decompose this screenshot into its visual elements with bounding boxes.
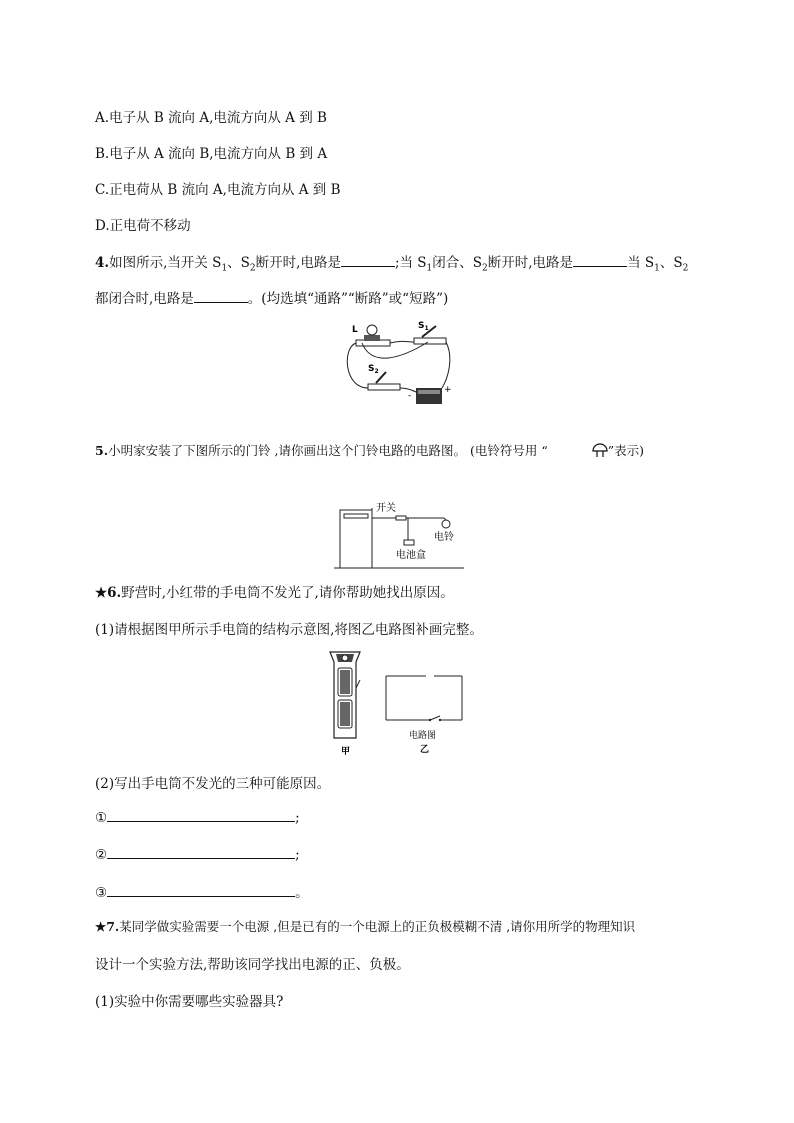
reason-2-blank[interactable] <box>107 845 295 859</box>
battery-minus: - <box>408 391 412 401</box>
question-number: 7. <box>106 919 120 934</box>
question-4-line2 <box>95 287 448 307</box>
switch-s1-label: $S_1$ <box>418 321 429 332</box>
question-6 <box>95 581 454 601</box>
question-number: 6. <box>107 585 122 601</box>
battery-box-label: 电池盒 <box>396 550 426 561</box>
reason-3-blank[interactable] <box>107 883 295 897</box>
flashlight-figure <box>326 650 470 758</box>
answer-blank-2[interactable] <box>573 253 627 267</box>
sub: 2 <box>482 263 488 274</box>
q6-text: 野营时,小红带的手电筒不发光了,请你帮助她找出原因。 <box>121 585 454 601</box>
question-7-part1: (1)实验中你需要哪些实验器具? <box>95 994 284 1010</box>
label-circuit-diagram: 电路图 <box>409 731 437 741</box>
option-a: A.电子从 B 流向 A,电流方向从 A 到 B <box>95 110 327 126</box>
sub: 1 <box>426 263 433 274</box>
question-4-line1 <box>95 251 688 274</box>
question-6-part1: (1)请根据图甲所示手电筒的结构示意图,将图乙电路图补画完整。 <box>95 622 483 638</box>
question-number: 5. <box>95 443 109 458</box>
bell-symbol-icon <box>592 443 608 457</box>
doorbell-figure <box>334 500 468 570</box>
q4-text: ;当 S <box>394 255 427 271</box>
option-d: D.正电荷不移动 <box>95 218 191 234</box>
question-number: 4. <box>95 255 110 271</box>
q5-text-end: ”表示) <box>607 443 645 458</box>
question-7 <box>95 917 635 935</box>
q4-text: 、S <box>659 255 683 271</box>
reason-1-blank[interactable] <box>107 808 295 822</box>
star-icon: ★ <box>95 585 108 601</box>
star-icon: ★ <box>95 919 107 934</box>
q4-text: 闭合、S <box>432 255 483 271</box>
label-yi: 乙 <box>420 745 430 755</box>
reason-end: ; <box>295 847 300 863</box>
option-c: C.正电荷从 B 流向 A,电流方向从 A 到 B <box>95 182 341 198</box>
q4-text: 断开时,电路是 <box>255 255 341 271</box>
sub: 1 <box>221 263 228 274</box>
reason-mark: ③ <box>95 885 108 901</box>
battery-plus: + <box>444 385 452 395</box>
reason-mark: ② <box>95 847 108 863</box>
answer-blank-3[interactable] <box>194 289 248 303</box>
question-6-part2: (2)写出手电筒不发光的三种可能原因。 <box>95 776 331 792</box>
sub: 1 <box>654 263 660 274</box>
q4-text: 如图所示,当开关 S <box>109 255 222 271</box>
q4-text: 、S <box>227 255 250 271</box>
switch-label: 开关 <box>376 503 396 514</box>
q4-text: 断开时,电路是 <box>487 255 574 271</box>
reason-2 <box>95 845 300 863</box>
switch-s2-label: $S_2$ <box>368 364 379 375</box>
q5-text: 小明家安装了下图所示的门铃 ,请你画出这个门铃电路的电路图。 (电铃符号用 “ <box>108 443 548 458</box>
circuit-figure-q4 <box>342 318 452 406</box>
answer-blank-1[interactable] <box>341 253 395 267</box>
question-7-line2: 设计一个实验方法,帮助该同学找出电源的正、负极。 <box>95 957 410 973</box>
sub: 2 <box>682 263 689 274</box>
reason-end: ; <box>295 810 300 826</box>
reason-mark: ① <box>95 810 108 826</box>
option-b: B.电子从 A 流向 B,电流方向从 B 到 A <box>95 146 328 162</box>
sub: 2 <box>249 263 256 274</box>
lamp-label: L <box>352 325 358 335</box>
q7-text: 某同学做实验需要一个电源 ,但是已有的一个电源上的正负极模糊不清 ,请你用所学的物理知识 <box>119 919 636 934</box>
bell-label: 电铃 <box>434 532 454 543</box>
q4-text: 当 S <box>627 255 655 271</box>
reason-3 <box>95 881 309 901</box>
question-5 <box>95 441 644 459</box>
reason-end: 。 <box>295 885 309 901</box>
label-jia: 甲 <box>341 747 351 757</box>
q4-text: 。(均选填“通路”“断路”或“短路”) <box>247 291 449 307</box>
reason-1 <box>95 808 300 826</box>
q4-text: 都闭合时,电路是 <box>95 291 194 307</box>
